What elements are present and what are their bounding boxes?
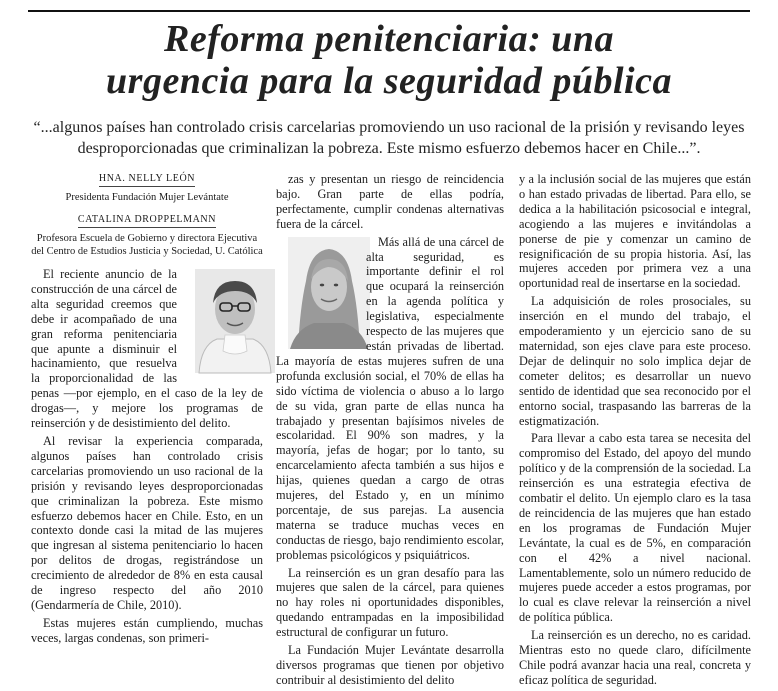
headline-line-2: urgencia para la seguridad pública bbox=[106, 60, 672, 102]
author-name-1: HNA. NELLY LEÓN bbox=[99, 172, 195, 187]
author-photo-catalina-droppelmann bbox=[276, 237, 358, 349]
paragraph: La reinserción es un gran desafío para las mujeres que salen de la cárcel, para quienes no hay roles ni oportunidades disponibles, quedando entrampadas en la imposibilidad estructural de configurar un futuro. bbox=[276, 565, 504, 640]
byline bbox=[31, 172, 263, 258]
author-photo-nelly-leon bbox=[183, 269, 263, 373]
paragraph: Estas mujeres están cumpliendo, muchas veces, largas condenas, son primeri- bbox=[31, 615, 263, 645]
headline bbox=[30, 18, 748, 102]
paragraph bbox=[276, 235, 504, 563]
paragraph: La reinserción es un derecho, no es caridad. Mientras esto no quede claro, difícilmente Chile podrá avanzar hacia una real, concreta y eficaz política de seguridad. bbox=[519, 628, 751, 687]
column-2 bbox=[276, 172, 504, 691]
pull-quote-deck: “...algunos países han controlado crisis carcelarias promoviendo un uso racional de la prisión y revisando leyes desproporcionadas que criminalizan la pobreza. Este mismo esfuerzo debemos hacer en Chile...”. bbox=[33, 119, 745, 157]
column-1 bbox=[31, 172, 263, 649]
paragraph bbox=[31, 267, 263, 431]
paragraph-text: El reciente anuncio de la construcción de una cárcel de alta seguridad creemos que debe ir acompañado de una gran reforma penitenciaria que apunte a disminuir el hacinamiento, que resuelva la proporcionalidad de las penas —por ejemplo, en el caso de la ley de drogas—, y mejore los programas de reinserción y de desistimiento del delito. bbox=[31, 267, 263, 431]
paragraph-text: Más allá de una cárcel de alta seguridad, es importante definir el rol que ocupará la reinserción en la agenda política y legislativa, especialmente respecto de las mujeres que están privadas de libertad. La mayoría de estas mujeres sufren de una profunda exclusión social, el 70% de ellas ha sido víctima de violencia o abuso a lo largo de su vida, gran parte de ellas nunca ha trabajado y presentan bajísimos niveles de escolaridad. El 90% son madres, y la mayoría, jefas de hogar; por lo tanto, su encarcelamiento afecta también a sus hijos e hijas, quienes quedan a cargo de otras mujeres, del Estado y, en un mínimo porcentaje, de sus parejas. La ausencia materna se traduce muchas veces en conductas de riesgo, bajo rendimiento escolar, problemas psicológicos y psiquiátricos. bbox=[276, 234, 504, 562]
column-3 bbox=[519, 172, 751, 691]
paragraph: La Fundación Mujer Levántate desarrolla diversos programas que tienen por objetivo contribuir al desistimiento del delito bbox=[276, 643, 504, 687]
paragraph: y a la inclusión social de las mujeres que están o han estado privadas de libertad. Para ello, se dedica a la habilitación psicosocial e integral, acogiendo a las mujeres e invitándolas a ponerse de pie y comenzar un camino de resignificación de su propia historia. Así, las mujeres acceden por primera vez a una oportunidad real de insertarse en la sociedad. bbox=[519, 172, 751, 291]
author-name-2: CATALINA DROPPELMANN bbox=[78, 213, 216, 228]
headline-line-1: Reforma penitenciaria: una bbox=[163, 18, 615, 60]
paragraph: zas y presentan un riesgo de reincidencia bajo. Gran parte de ellas podría, perfectamente, cumplir condenas alternativas fuera de la cárcel. bbox=[276, 172, 504, 231]
top-rule bbox=[28, 10, 750, 12]
paragraph: La adquisición de roles prosociales, su inserción en el mundo del trabajo, el empoderamiento y un ejercicio sano de su maternidad, son ejes clave para este proceso. Dejar de delinquir no solo implica dejar de cometer delitos; es desarrollar un nuevo sentido de identidad que sea reconocido por el entorno social, traspasando las barreras de la estigmatización. bbox=[519, 294, 751, 428]
paragraph: Para llevar a cabo esta tarea se necesita del compromiso del Estado, del apoyo del mundo político y de la comprensión de la sociedad. La reinserción es una estrategia efectiva de combatir el delito. Un ejemplo claro es la tasa de reincidencia de las mujeres que han estado en los programas de Fundación Mujer Levántate, la cual es de 5%, en comparación con el 42% a nivel nacional. Lamentablemente, solo un número reducido de mujeres puede acceder a estos programas, por lo cual es clave relevar la reinserción a nivel de política pública. bbox=[519, 431, 751, 625]
author-role-1: Presidenta Fundación Mujer Levántate bbox=[65, 192, 229, 203]
author-role-2: Profesora Escuela de Gobierno y directora Ejecutiva del Centro de Estudios Justicia y Sociedad, U. Católica bbox=[31, 233, 263, 257]
paragraph: Al revisar la experiencia comparada, algunos países han controlado crisis carcelarias promoviendo un uso racional de la prisión y revisando leyes desproporcionadas que criminalizan la pobreza. Este mismo esfuerzo debemos hacer en Chile. Esto, en un contexto donde casi la mitad de las mujeres que ingresan al sistema penitenciario lo hacen por delitos de drogas, registrándose un crecimiento de alrededor de 8% en esta causal de ingreso respecto del año 2010 (Gendarmería de Chile, 2010). bbox=[31, 433, 263, 612]
